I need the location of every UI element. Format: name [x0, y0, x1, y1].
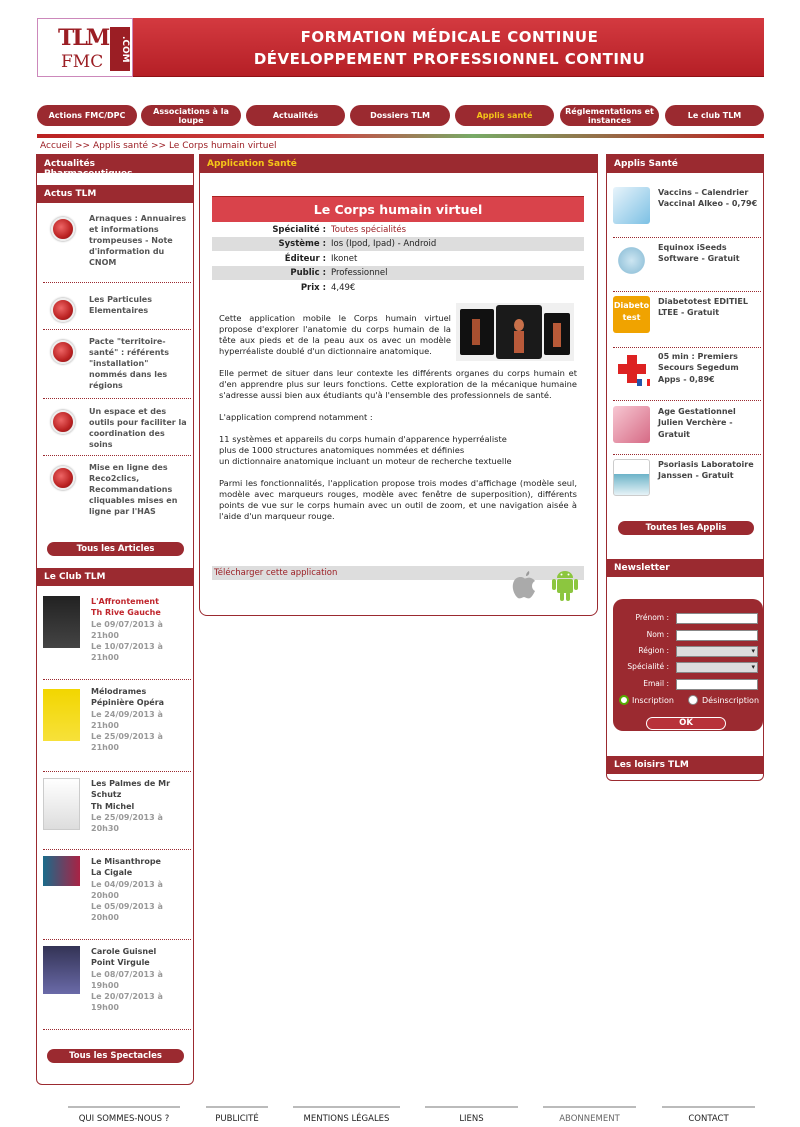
actu-text[interactable]: Pacte "territoire-santé" : référents "installation" nommés dans les régions	[89, 337, 169, 390]
list-item[interactable]	[43, 856, 191, 940]
app-name[interactable]: Age Gestationnel Julien Verchère - Gratuit	[658, 407, 736, 439]
desinscription-label: Désinscription	[702, 696, 760, 705]
field-label: Éditeur :	[284, 254, 326, 264]
field-editeur	[212, 252, 584, 266]
show-place: Th Michel	[91, 801, 135, 811]
list-item[interactable]	[43, 213, 191, 283]
show-poster[interactable]	[43, 596, 80, 648]
show-date: Le 20/07/2013 à 19h00	[91, 992, 163, 1013]
region-select[interactable]	[676, 646, 758, 657]
nav-club-tlm[interactable]: Le club TLM	[665, 105, 764, 126]
app-name[interactable]: Vaccins – Calendrier Vaccinal Alkeo - 0,79€	[658, 188, 758, 209]
list-item[interactable]	[613, 406, 761, 455]
show-place: Point Virgule	[91, 958, 150, 968]
show-info	[91, 946, 191, 1014]
footer-contact[interactable]: CONTACT	[662, 1106, 755, 1126]
main-content	[199, 154, 598, 616]
list-item[interactable]	[43, 462, 191, 518]
tlm-globe-icon	[51, 340, 75, 364]
show-date: Le 04/09/2013 à 20h00	[91, 879, 163, 900]
specialite-select[interactable]	[676, 662, 758, 673]
list-item[interactable]	[613, 351, 761, 401]
footer-mentions-legales[interactable]: MENTIONS LÉGALES	[293, 1106, 400, 1126]
show-place: Th Rive Gauche	[91, 608, 161, 618]
android-icon[interactable]	[549, 567, 581, 603]
app-name[interactable]: 05 min : Premiers Secours Segedum Apps - 0,89€	[658, 352, 739, 384]
show-title[interactable]: Mélodrames	[91, 687, 147, 696]
download-link[interactable]: Télécharger cette application	[214, 568, 338, 578]
logo-tlm: TLM	[58, 25, 109, 51]
app-description	[219, 313, 577, 533]
field-value: Ikonet	[331, 254, 358, 264]
loisirs-title[interactable]: Les loisirs TLM	[607, 756, 763, 774]
field-label: Prix :	[300, 283, 326, 293]
desc-feature: plus de 1000 structures anatomiques nommées et définies	[219, 445, 465, 455]
field-systeme	[212, 237, 584, 251]
show-title[interactable]: Les Palmes de Mr Schutz	[91, 779, 171, 800]
show-date: Le 25/09/2013 à 20h30	[91, 812, 163, 834]
actu-text[interactable]: Les Particules Elementaires	[89, 295, 152, 315]
breadcrumb-current[interactable]: Le Corps humain virtuel	[168, 141, 277, 151]
right-sidebar	[606, 154, 764, 781]
app-name[interactable]: Psoriasis Laboratoire Janssen - Gratuit	[658, 460, 754, 481]
ok-button[interactable]: OK	[646, 717, 726, 730]
nav-actions-fmc[interactable]: Actions FMC/DPC	[37, 105, 137, 126]
show-poster[interactable]	[43, 689, 80, 741]
show-date: Le 09/07/2013 à 21h00	[91, 619, 163, 640]
breadcrumb-apps[interactable]: Applis santé	[92, 141, 149, 151]
breadcrumb-sep: >>	[150, 141, 167, 151]
nav-associations[interactable]: Associations à la loupe	[141, 105, 241, 126]
show-poster[interactable]	[43, 856, 80, 886]
site-logo[interactable]	[37, 18, 133, 77]
tlm-globe-icon	[51, 298, 75, 322]
list-item[interactable]	[613, 296, 761, 348]
region-label: Région :	[638, 646, 669, 655]
desc-feature: 11 systèmes et appareils du corps humain d'apparence hyperréaliste	[219, 434, 507, 444]
prenom-label: Prénom :	[635, 613, 669, 622]
nom-label: Nom :	[646, 630, 669, 639]
list-item[interactable]	[613, 459, 761, 507]
email-label: Email :	[643, 679, 669, 688]
show-info	[91, 596, 191, 664]
footer-abonnement[interactable]: ABONNEMENT	[543, 1106, 636, 1126]
list-item[interactable]	[43, 336, 191, 399]
nav-applis-sante[interactable]: Applis santé	[455, 105, 554, 126]
inscription-label: Inscription	[632, 696, 674, 705]
app-thumb-red-cross[interactable]	[613, 351, 650, 388]
app-name[interactable]: Equinox iSeeds Software - Gratuit	[658, 243, 740, 264]
nom-input[interactable]	[676, 630, 758, 641]
inscription-radio[interactable]	[619, 695, 629, 705]
show-date: Le 24/09/2013 à 21h00	[91, 709, 163, 730]
list-item[interactable]	[43, 946, 191, 1030]
field-value: Ios (Ipod, Ipad) - Android	[331, 239, 437, 249]
app-thumb-diabetotest[interactable]: Diabeto test	[613, 296, 650, 333]
field-value: 4,49€	[331, 283, 356, 293]
app-thumb-syringe[interactable]	[613, 187, 650, 224]
list-item[interactable]	[43, 686, 191, 772]
site-header	[37, 18, 764, 77]
show-place: Pépinière Opéra	[91, 698, 165, 708]
newsletter-title: Newsletter	[607, 559, 763, 577]
apple-icon[interactable]	[509, 567, 539, 603]
list-item[interactable]	[43, 596, 191, 680]
show-title[interactable]: Le Misanthrope	[91, 857, 161, 866]
all-shows-button[interactable]: Tous les Spectacles	[47, 1049, 184, 1063]
email-input[interactable]	[676, 679, 758, 690]
app-title: Le Corps humain virtuel	[212, 196, 584, 222]
main-nav	[37, 105, 764, 127]
list-item[interactable]	[613, 242, 761, 292]
header-title-2: DÉVELOPPEMENT PROFESSIONNEL CONTINU	[253, 50, 646, 68]
field-label: Spécialité :	[272, 225, 326, 235]
show-poster[interactable]	[43, 946, 80, 994]
app-name[interactable]: Diabetotest EDITIEL LTEE - Gratuit	[658, 297, 748, 318]
chevron-down-icon: ▾	[751, 663, 755, 671]
show-info	[91, 686, 191, 754]
list-item[interactable]	[43, 294, 191, 330]
list-item[interactable]	[43, 406, 191, 456]
show-date: Le 10/07/2013 à 21h00	[91, 642, 163, 663]
applis-sante-title: Applis Santé	[607, 155, 763, 173]
desc-paragraph: L'application comprend notamment :	[219, 412, 373, 422]
pharma-title[interactable]: Actualités Pharmaceutiques	[37, 155, 193, 173]
desinscription-radio[interactable]	[688, 695, 698, 705]
tlm-globe-icon	[51, 217, 75, 241]
app-thumb-globe[interactable]	[613, 242, 650, 279]
field-label: Système :	[278, 239, 326, 249]
breadcrumb-home[interactable]: Accueil	[40, 141, 73, 151]
show-date: Le 08/07/2013 à 19h00	[91, 969, 163, 990]
chevron-down-icon: ▾	[751, 647, 755, 655]
prenom-input[interactable]	[676, 613, 758, 624]
show-info	[91, 856, 191, 924]
show-date: Le 25/09/2013 à 21h00	[91, 732, 163, 753]
show-title[interactable]: Carole Guisnel	[91, 947, 157, 956]
left-sidebar	[36, 154, 194, 1085]
desc-paragraph: Cette application mobile le Corps humain virtuel propose d'explorer l'anatomie du corps humain de la tête aux pieds et de la peau aux os avec un modèle hyperréaliste doublé d'un dictionnaire anatomique.	[219, 313, 451, 356]
app-thumb-psoriasis[interactable]	[613, 459, 650, 496]
panel-title: Application Santé	[200, 155, 597, 173]
club-title: Le Club TLM	[37, 568, 193, 586]
actu-text[interactable]: Arnaques : Annuaires et informations trompeuses - Note d'information du CNOM	[89, 214, 187, 267]
decorative-stripe	[37, 134, 764, 138]
desc-paragraph: Elle permet de situer dans leur contexte les différents organes du corps humain et d'en apprendre plus sur leurs fonctions. Cette exploration de la mécanique humaine s'adresse aussi bien aux étudiants qu'à l'ensemble des professionnels de santé.	[219, 368, 577, 400]
show-info	[91, 778, 191, 834]
desc-paragraph: Parmi les fonctionnalités, l'application propose trois modes d'affichage (modèle seul, modèle avec marqueurs rouges, modèle avec fenêtre de superposition), différents points de vue sur le corps humain avec un outil de zoom, et une navigation aisée à l'aide d'un marqueur rouge.	[219, 478, 577, 521]
show-place: La Cigale	[91, 868, 133, 878]
specialite-label: Spécialité :	[627, 662, 669, 671]
app-thumb-pregnancy[interactable]	[613, 406, 650, 443]
field-prix	[212, 281, 584, 295]
breadcrumb-sep: >>	[75, 141, 91, 151]
footer-liens[interactable]: LIENS	[425, 1106, 518, 1126]
nav-reglementations[interactable]: Réglementations et instances	[560, 105, 659, 126]
actus-title: Actus TLM	[37, 185, 193, 203]
header-title-1: FORMATION MÉDICALE CONTINUE	[300, 28, 599, 46]
show-title[interactable]: L'Affrontement	[91, 597, 159, 606]
field-public	[212, 266, 584, 280]
nav-actualites[interactable]: Actualités	[246, 105, 345, 126]
field-specialite	[212, 223, 584, 237]
field-label: Public :	[290, 268, 326, 278]
actu-text[interactable]: Un espace et des outils pour faciliter la coordination des soins	[89, 407, 187, 449]
field-value: Professionnel	[331, 268, 388, 278]
all-articles-button[interactable]: Tous les Articles	[47, 542, 184, 556]
actu-text[interactable]: Mise en ligne des Reco2clics, Recommandations cliquables mises en ligne par l'HAS	[89, 463, 178, 516]
desc-feature: un dictionnaire anatomique incluant un moteur de recherche textuelle	[219, 456, 512, 466]
field-value-link[interactable]: Toutes spécialités	[331, 225, 407, 235]
show-date: Le 05/09/2013 à 20h00	[91, 902, 163, 923]
logo-fmc: FMC	[61, 52, 104, 72]
newsletter-form	[613, 599, 763, 731]
footer-qui-sommes-nous[interactable]: QUI SOMMES-NOUS ?	[68, 1106, 180, 1126]
nav-dossiers[interactable]: Dossiers TLM	[350, 105, 450, 126]
footer-publicite[interactable]: PUBLICITÉ	[206, 1106, 268, 1126]
list-item[interactable]	[613, 187, 761, 238]
tlm-globe-icon	[51, 410, 75, 434]
list-item[interactable]	[43, 778, 191, 850]
tlm-globe-icon	[51, 466, 75, 490]
all-apps-button[interactable]: Toutes les Applis	[618, 521, 754, 535]
logo-com: .COM	[110, 27, 130, 71]
show-poster[interactable]	[43, 778, 80, 830]
breadcrumb	[40, 141, 277, 151]
